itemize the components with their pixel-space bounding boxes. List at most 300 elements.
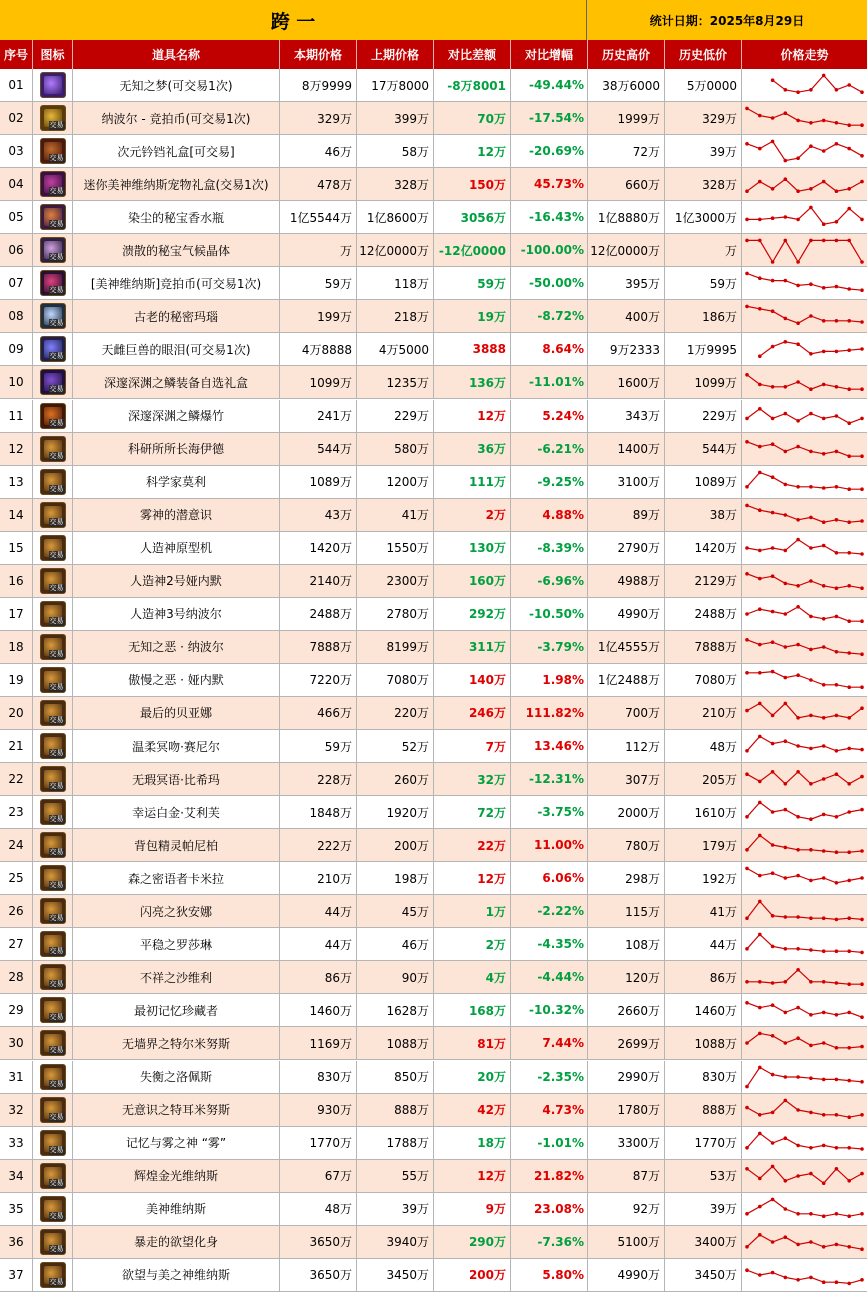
- table-row: [0, 102, 867, 135]
- row-number: 11: [0, 400, 33, 432]
- price-trend-sparkline: [742, 730, 867, 762]
- previous-price: 220万: [357, 697, 434, 729]
- price-difference: 2万: [434, 499, 511, 531]
- table-row: [0, 829, 867, 862]
- row-number: 31: [0, 1061, 33, 1093]
- card-icon: [40, 1229, 66, 1255]
- price-trend-cell: [742, 994, 867, 1026]
- history-high: 1600万: [588, 366, 665, 398]
- history-high: 2699万: [588, 1027, 665, 1059]
- item-name: 最后的贝亚娜: [73, 697, 280, 729]
- trend-point: [784, 947, 788, 951]
- trend-point: [758, 1113, 762, 1117]
- previous-price: 328万: [357, 168, 434, 200]
- trend-point: [758, 407, 762, 411]
- row-number: 08: [0, 300, 33, 332]
- current-price: 3650万: [280, 1259, 357, 1291]
- trend-point: [847, 388, 851, 392]
- trend-line: [747, 241, 862, 263]
- history-low: 192万: [665, 862, 742, 894]
- trend-point: [771, 1110, 775, 1114]
- trend-point: [771, 1141, 775, 1145]
- change-rate: 8.64%: [511, 333, 588, 365]
- previous-price: 3450万: [357, 1259, 434, 1291]
- trade-tag: 交易: [49, 649, 64, 658]
- price-trend-cell: [742, 102, 867, 134]
- trend-point: [835, 285, 839, 289]
- current-price: 万: [280, 234, 357, 266]
- current-price: 44万: [280, 895, 357, 927]
- previous-price: 12亿0000万: [357, 234, 434, 266]
- trend-point: [835, 650, 839, 654]
- row-number: 09: [0, 333, 33, 365]
- trend-point: [745, 1042, 749, 1046]
- previous-price: 90万: [357, 961, 434, 993]
- table-row: [0, 994, 867, 1027]
- trend-point: [809, 579, 813, 583]
- history-low: 1亿3000万: [665, 201, 742, 233]
- gold-coin-icon: [40, 105, 66, 131]
- trend-point: [745, 772, 749, 776]
- trend-point: [835, 1013, 839, 1017]
- trend-point: [822, 645, 826, 649]
- change-rate: -3.75%: [511, 796, 588, 828]
- item-icon-cell: [33, 829, 73, 861]
- firecracker-icon: [40, 403, 66, 429]
- trend-point: [835, 1280, 839, 1284]
- price-trend-sparkline: [742, 1160, 867, 1192]
- price-difference: 19万: [434, 300, 511, 332]
- price-difference: 200万: [434, 1259, 511, 1291]
- trend-point: [835, 851, 839, 855]
- table-row: [0, 1193, 867, 1226]
- trend-point: [745, 305, 749, 309]
- previous-price: 198万: [357, 862, 434, 894]
- price-difference: 292万: [434, 598, 511, 630]
- trend-point: [784, 215, 788, 219]
- change-rate: -7.36%: [511, 1226, 588, 1258]
- history-low: 38万: [665, 499, 742, 531]
- trend-line: [747, 736, 862, 750]
- price-difference: 111万: [434, 466, 511, 498]
- change-rate: -1.01%: [511, 1127, 588, 1159]
- trend-point: [745, 107, 749, 111]
- previous-price: 580万: [357, 433, 434, 465]
- price-trend-sparkline: [742, 1027, 867, 1059]
- price-trend-cell: [742, 300, 867, 332]
- row-number: 15: [0, 532, 33, 564]
- trend-point: [822, 74, 826, 78]
- item-icon-cell: [33, 102, 73, 134]
- previous-price: 1235万: [357, 366, 434, 398]
- trade-tag: 交易: [49, 881, 64, 890]
- abyss-box-icon: [40, 369, 66, 395]
- item-name: 无墙界之特尔米努斯: [73, 1027, 280, 1059]
- card-icon: [40, 1163, 66, 1189]
- trend-point: [835, 239, 839, 243]
- history-high: 108万: [588, 928, 665, 960]
- trend-point: [847, 983, 851, 987]
- trend-point: [809, 515, 813, 519]
- card-icon: [40, 964, 66, 990]
- price-trend-cell: [742, 366, 867, 398]
- trend-point: [847, 487, 851, 491]
- price-trend-sparkline: [742, 234, 867, 266]
- trend-point: [796, 381, 800, 385]
- history-high: 2990万: [588, 1061, 665, 1093]
- row-number: 03: [0, 135, 33, 167]
- previous-price: 1550万: [357, 532, 434, 564]
- col-header-previous-price: 上期价格: [357, 40, 434, 69]
- price-trend-sparkline: [742, 168, 867, 200]
- history-low: 5万0000: [665, 69, 742, 101]
- history-low: 39万: [665, 1193, 742, 1225]
- trend-line: [747, 1003, 862, 1017]
- price-trend-cell: [742, 433, 867, 465]
- trend-point: [784, 1042, 788, 1046]
- trade-tag: 交易: [49, 451, 64, 460]
- price-trend-sparkline: [742, 102, 867, 134]
- trend-point: [822, 350, 826, 354]
- history-high: 400万: [588, 300, 665, 332]
- current-price: 1770万: [280, 1127, 357, 1159]
- trend-point: [771, 640, 775, 644]
- trend-point: [847, 1146, 851, 1150]
- price-difference: 4万: [434, 961, 511, 993]
- trend-point: [809, 121, 813, 125]
- col-header-history-low: 历史低价: [665, 40, 742, 69]
- price-trend-cell: [742, 598, 867, 630]
- change-rate: -3.79%: [511, 631, 588, 663]
- trend-point: [796, 1108, 800, 1112]
- col-header-current-price: 本期价格: [280, 40, 357, 69]
- trend-line: [747, 1067, 862, 1086]
- trend-point: [860, 918, 864, 922]
- trend-point: [822, 1113, 826, 1117]
- item-name: 纳波尔 - 竞拍币(可交易1次): [73, 102, 280, 134]
- trend-point: [758, 1032, 762, 1036]
- current-price: 59万: [280, 267, 357, 299]
- card-icon: [40, 634, 66, 660]
- trend-point: [860, 289, 864, 293]
- current-price: 1099万: [280, 366, 357, 398]
- history-low: 53万: [665, 1160, 742, 1192]
- history-low: 544万: [665, 433, 742, 465]
- history-low: 1099万: [665, 366, 742, 398]
- price-trend-cell: [742, 499, 867, 531]
- previous-price: 1920万: [357, 796, 434, 828]
- crystal-icon: [40, 237, 66, 263]
- purple-orb-icon: [40, 72, 66, 98]
- trend-point: [758, 577, 762, 581]
- history-low: 3450万: [665, 1259, 742, 1291]
- row-number: 28: [0, 961, 33, 993]
- change-rate: -10.50%: [511, 598, 588, 630]
- price-trend-sparkline: [742, 862, 867, 894]
- col-header-trend: 价格走势: [780, 48, 829, 62]
- change-rate: 5.24%: [511, 400, 588, 432]
- trend-point: [835, 485, 839, 489]
- trend-point: [860, 454, 864, 458]
- trend-point: [745, 1146, 749, 1150]
- item-icon-cell: [33, 499, 73, 531]
- trend-point: [835, 918, 839, 922]
- trend-point: [847, 1179, 851, 1183]
- trend-point: [745, 503, 749, 507]
- price-trend-cell: [742, 928, 867, 960]
- trend-point: [835, 950, 839, 954]
- trade-tag: 交易: [49, 352, 64, 361]
- trend-point: [758, 1065, 762, 1069]
- trend-point: [758, 607, 762, 611]
- price-trend-cell: [742, 829, 867, 861]
- current-price: 478万: [280, 168, 357, 200]
- price-trend-cell: [742, 1094, 867, 1126]
- trend-point: [771, 1034, 775, 1038]
- history-low: 329万: [665, 102, 742, 134]
- row-number: 05: [0, 201, 33, 233]
- trend-point: [758, 307, 762, 311]
- history-low: 888万: [665, 1094, 742, 1126]
- history-high: 112万: [588, 730, 665, 762]
- history-high: 3100万: [588, 466, 665, 498]
- item-name: 闪亮之狄安娜: [73, 895, 280, 927]
- item-icon-cell: [33, 532, 73, 564]
- trend-point: [758, 383, 762, 387]
- history-low: 7888万: [665, 631, 742, 663]
- trend-point: [860, 1080, 864, 1084]
- price-difference: 42万: [434, 1094, 511, 1126]
- trend-point: [771, 770, 775, 774]
- trend-point: [822, 383, 826, 387]
- price-difference: 3056万: [434, 201, 511, 233]
- trend-point: [796, 156, 800, 160]
- trend-point: [796, 1212, 800, 1216]
- trade-tag: 交易: [49, 154, 64, 163]
- price-trend-sparkline: [742, 994, 867, 1026]
- table-row: [0, 433, 867, 466]
- trend-point: [796, 1037, 800, 1041]
- trend-point: [835, 414, 839, 418]
- trend-point: [835, 88, 839, 92]
- trade-tag: 交易: [49, 187, 64, 196]
- current-price: 830万: [280, 1061, 357, 1093]
- trend-point: [796, 1242, 800, 1246]
- trend-point: [860, 552, 864, 556]
- trend-line: [747, 970, 862, 984]
- price-trend-cell: [742, 631, 867, 663]
- trend-point: [784, 279, 788, 283]
- trend-point: [835, 815, 839, 819]
- trade-tag: 交易: [49, 947, 64, 956]
- change-rate: 4.88%: [511, 499, 588, 531]
- trend-point: [784, 239, 788, 243]
- trend-point: [796, 419, 800, 423]
- trade-tag: 交易: [49, 583, 64, 592]
- item-icon-cell: [33, 1226, 73, 1258]
- price-trend-sparkline: [742, 895, 867, 927]
- change-rate: -11.01%: [511, 366, 588, 398]
- trend-point: [771, 872, 775, 876]
- trend-point: [758, 147, 762, 151]
- price-trend-sparkline: [742, 267, 867, 299]
- table-row: [0, 664, 867, 697]
- price-trend-cell: [742, 532, 867, 564]
- row-number: 22: [0, 763, 33, 795]
- trend-point: [847, 1214, 851, 1218]
- history-low: 210万: [665, 697, 742, 729]
- item-name: 背包精灵帕尼柏: [73, 829, 280, 861]
- trend-point: [835, 1242, 839, 1246]
- trend-point: [860, 775, 864, 779]
- agate-icon: [40, 303, 66, 329]
- current-price: 544万: [280, 433, 357, 465]
- trend-point: [758, 735, 762, 739]
- trend-point: [835, 449, 839, 453]
- trend-point: [822, 716, 826, 720]
- price-trend-cell: [742, 1027, 867, 1059]
- trend-point: [809, 817, 813, 821]
- history-high: 1780万: [588, 1094, 665, 1126]
- trade-tag: 交易: [49, 1277, 64, 1286]
- trend-point: [847, 319, 851, 323]
- trend-line: [747, 141, 862, 160]
- trend-point: [835, 1212, 839, 1216]
- trend-point: [835, 121, 839, 125]
- trade-tag: 交易: [49, 682, 64, 691]
- item-name: [美神维纳斯]竞拍币(可交易1次): [73, 267, 280, 299]
- trend-point: [784, 1075, 788, 1079]
- history-high: 343万: [588, 400, 665, 432]
- trend-point: [758, 874, 762, 878]
- history-high: 1亿2488万: [588, 664, 665, 696]
- previous-price: 2780万: [357, 598, 434, 630]
- trend-point: [796, 343, 800, 347]
- previous-price: 260万: [357, 763, 434, 795]
- trend-point: [758, 900, 762, 904]
- trend-point: [771, 742, 775, 746]
- trade-tag: 交易: [49, 1211, 64, 1220]
- table-row: [0, 69, 867, 102]
- card-icon: [40, 766, 66, 792]
- price-trend-cell: [742, 234, 867, 266]
- item-name: 科研所所长海伊德: [73, 433, 280, 465]
- change-rate: 111.82%: [511, 697, 588, 729]
- item-icon-cell: [33, 697, 73, 729]
- price-trend-sparkline: [742, 565, 867, 597]
- history-low: 1088万: [665, 1027, 742, 1059]
- history-high: 4990万: [588, 1259, 665, 1291]
- trend-point: [809, 848, 813, 852]
- trend-point: [796, 485, 800, 489]
- previous-price: 118万: [357, 267, 434, 299]
- trend-point: [784, 1098, 788, 1102]
- trend-point: [835, 518, 839, 522]
- change-rate: -20.69%: [511, 135, 588, 167]
- trend-point: [835, 319, 839, 323]
- trend-point: [835, 586, 839, 590]
- trend-point: [771, 310, 775, 314]
- trend-point: [796, 643, 800, 647]
- item-name: 最初记忆珍藏者: [73, 994, 280, 1026]
- price-difference: 2万: [434, 928, 511, 960]
- price-difference: -8万8001: [434, 69, 511, 101]
- row-number: 30: [0, 1027, 33, 1059]
- trade-tag: 交易: [49, 1178, 64, 1187]
- item-icon-cell: [33, 994, 73, 1026]
- item-icon-cell: [33, 168, 73, 200]
- current-price: 86万: [280, 961, 357, 993]
- trend-point: [796, 1174, 800, 1178]
- trend-point: [847, 879, 851, 883]
- trend-point: [784, 612, 788, 616]
- price-trend-cell: [742, 135, 867, 167]
- trend-point: [784, 980, 788, 984]
- trend-point: [796, 848, 800, 852]
- trend-line: [747, 574, 862, 588]
- table-row: [0, 532, 867, 565]
- row-number: 18: [0, 631, 33, 663]
- price-trend-sparkline: [742, 928, 867, 960]
- change-rate: 6.06%: [511, 862, 588, 894]
- change-rate: -8.39%: [511, 532, 588, 564]
- price-difference: 12万: [434, 862, 511, 894]
- item-icon-cell: [33, 234, 73, 266]
- price-trend-sparkline: [742, 333, 867, 365]
- trend-point: [860, 487, 864, 491]
- trend-point: [784, 385, 788, 389]
- price-trend-sparkline: [742, 961, 867, 993]
- trend-point: [745, 638, 749, 642]
- table-row: [0, 499, 867, 532]
- history-low: 1089万: [665, 466, 742, 498]
- trade-tag: 交易: [49, 715, 64, 724]
- trend-point: [809, 614, 813, 618]
- trend-point: [847, 1078, 851, 1082]
- table-row: [0, 168, 867, 201]
- trend-point: [822, 584, 826, 588]
- trend-point: [847, 349, 851, 353]
- card-icon: [40, 568, 66, 594]
- trend-point: [784, 411, 788, 415]
- current-price: 1420万: [280, 532, 357, 564]
- trend-point: [784, 317, 788, 321]
- item-name: 深邃深渊之鳞装备自选礼盒: [73, 366, 280, 398]
- history-high: 92万: [588, 1193, 665, 1225]
- history-low: 1770万: [665, 1127, 742, 1159]
- previous-price: 8199万: [357, 631, 434, 663]
- trend-point: [847, 810, 851, 814]
- row-number: 19: [0, 664, 33, 696]
- trend-point: [796, 947, 800, 951]
- perfume-icon: [40, 204, 66, 230]
- price-trend-cell: [742, 697, 867, 729]
- trend-point: [835, 350, 839, 354]
- history-high: 38万6000: [588, 69, 665, 101]
- previous-price: 1628万: [357, 994, 434, 1026]
- trend-point: [847, 1046, 851, 1050]
- trend-line: [747, 772, 862, 784]
- trend-point: [822, 486, 826, 490]
- trend-point: [847, 187, 851, 191]
- trend-point: [822, 980, 826, 984]
- trend-line: [747, 539, 862, 553]
- trade-tag: 交易: [49, 1112, 64, 1121]
- trend-point: [860, 983, 864, 987]
- history-low: 1610万: [665, 796, 742, 828]
- price-difference: 59万: [434, 267, 511, 299]
- trend-point: [860, 706, 864, 710]
